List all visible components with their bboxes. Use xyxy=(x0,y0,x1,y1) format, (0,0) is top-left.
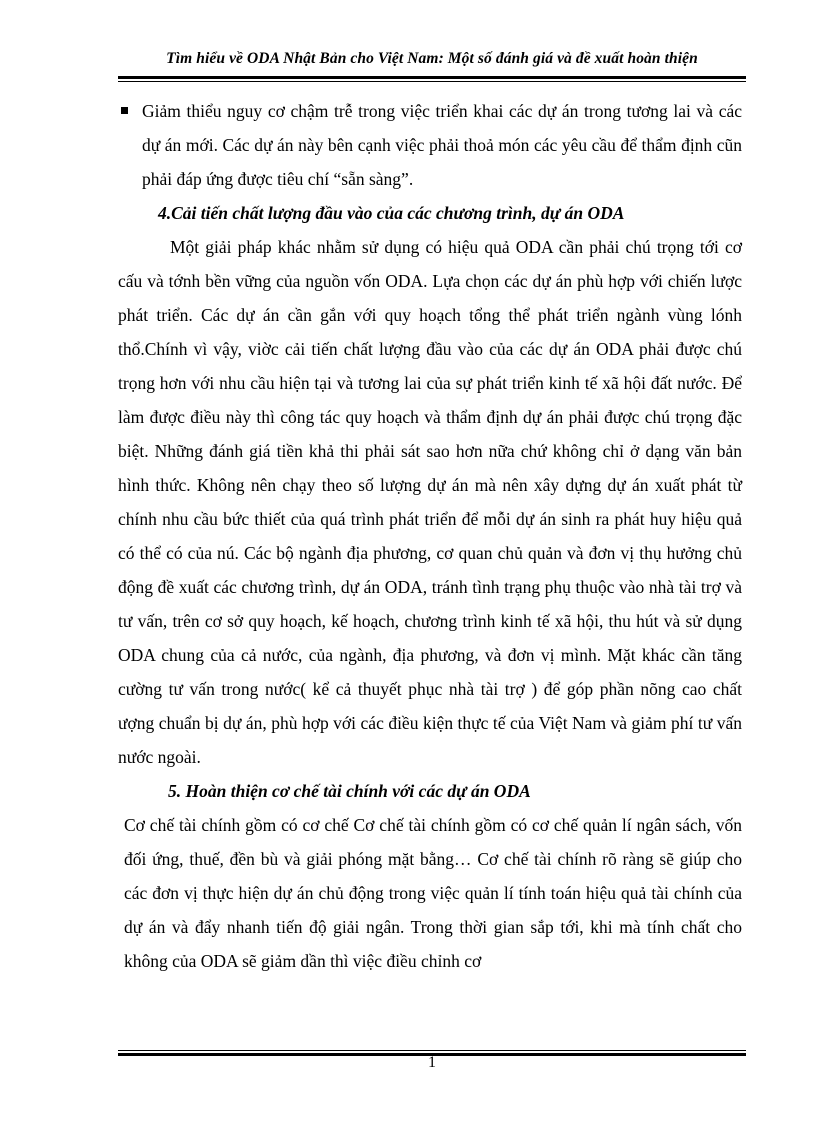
header-rule-thick xyxy=(118,76,746,79)
bullet-item xyxy=(118,94,742,196)
page-number: 1 xyxy=(428,1054,436,1071)
page-header-title: Tìm hiểu về ODA Nhật Bản cho Việt Nam: Một số đánh giá và đề xuất hoàn thiện xyxy=(166,50,698,67)
footer-rule-thin xyxy=(118,1050,746,1051)
square-bullet-icon xyxy=(121,107,128,114)
section-4-paragraph: Một giải pháp khác nhằm sử dụng có hiệu quả ODA cần phải chú trọng tới cơ cấu và tớnh bền vững của nguồn vốn ODA. Lựa chọn các dự án phù hợp với chiến lược phát triển. Các dự án cần gắn với quy hoạch tổng thể phát triển ngành vùng lónh thổ.Chính vì vậy, viờc cải tiến chất lượng đầu vào của các dự án ODA phải được chú trọng hơn với nhu cầu hiện tại và tương lai của sự phát triển kinh tế xã hội đất nước. Để làm được điều này thì công tác quy hoạch và thẩm định dự án phải được chú trọng đặc biệt. Những đánh giá tiền khả thi phải sát sao hơn nữa chứ không chỉ ở dạng văn bản hình thức. Không nên chạy theo số lượng dự án mà nên xây dựng dự án xuất phát từ chính nhu cầu bức thiết của quá trình phát triển để mỗi dự án sinh ra phát huy hiệu quả có thể có của nú. Các bộ ngành địa phương, cơ quan chủ quản và đơn vị thụ hưởng chủ động đề xuất các chương trình, dự án ODA, tránh tình trạng phụ thuộc vào nhà tài trợ và tư vấn, trên cơ sở quy hoạch, kế hoạch, chương trình kinh tế xã hội, thu hút và sử dụng ODA chung của cả nước, của ngành, địa phương, và đơn vị mình. Mặt khác cần tăng cường tư vấn trong nước( kể cả thuyết phục nhà tài trợ ) để góp phần nõng cao chất ượng chuẩn bị dự án, phù hợp với các điều kiện thực tế của Việt Nam và giảm phí tư vấn nước ngoài. xyxy=(118,237,742,767)
section-5-paragraph: Cơ chế tài chính gồm có cơ chế Cơ chế tài chính gồm có cơ chế quản lí ngân sách, vốn đối ứng, thuế, đền bù và giải phóng mặt bằng… Cơ chế tài chính rõ ràng sẽ giúp cho các đơn vị thực hiện dự án chủ động trong việc quản lí tính toán hiệu quả tài chính của dự án và đẩy nhanh tiến độ giải ngân. Trong thời gian sắp tới, khi mà tính chất cho không của ODA sẽ giảm dần thì việc điều chỉnh cơ xyxy=(124,815,742,971)
section-5-heading: 5. Hoàn thiện cơ chế tài chính với các dự án ODA xyxy=(168,781,531,801)
header-rule-thin xyxy=(118,81,746,82)
section-4-heading: 4.Cải tiến chất lượng đầu vào của các chương trình, dự án ODA xyxy=(158,203,625,223)
document-body xyxy=(118,94,742,978)
bullet-text: Giảm thiểu nguy cơ chậm trễ trong việc triển khai các dự án trong tương lai và các dự án mới. Các dự án này bên cạnh việc phải thoả món các yêu cầu để thẩm định cũn phải đáp ứng được tiêu chí “sẵn sàng”. xyxy=(142,101,742,189)
header-rule xyxy=(118,76,746,82)
